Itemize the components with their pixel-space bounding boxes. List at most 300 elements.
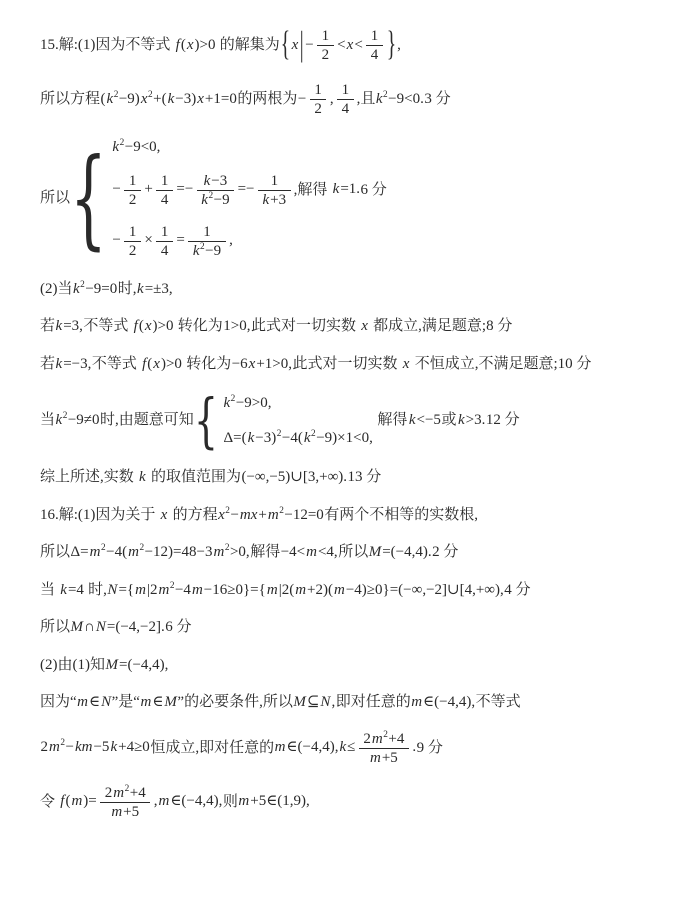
text-run: 此式对一切实数 bbox=[292, 355, 398, 372]
math-variable: x bbox=[197, 90, 204, 107]
math-run bbox=[112, 232, 121, 248]
text-run: 则 bbox=[222, 793, 238, 810]
math-operator: ∈ bbox=[152, 694, 164, 710]
text-run: 3 分 bbox=[424, 90, 451, 107]
math-operator: −4)≥0}=(−∞,−2]∪[4,+∞), bbox=[345, 581, 504, 598]
math-run bbox=[144, 232, 153, 248]
math-run bbox=[176, 181, 194, 197]
text-run: 的解集为 bbox=[219, 36, 280, 53]
math-run bbox=[55, 356, 92, 372]
math-operator: 2 bbox=[128, 191, 137, 208]
math-operator: −4< bbox=[280, 544, 306, 560]
big-delimiter: | bbox=[299, 26, 304, 64]
math-run bbox=[291, 37, 299, 53]
math-operator: >3. bbox=[465, 412, 486, 429]
math-run bbox=[293, 694, 336, 710]
math-operator: 1>0, bbox=[223, 318, 251, 334]
math-variable: m bbox=[371, 730, 383, 747]
math-operator: +( bbox=[153, 90, 167, 107]
numerator bbox=[310, 81, 327, 100]
math-operator: −9<0, bbox=[124, 139, 161, 155]
math-operator: − bbox=[65, 739, 74, 756]
math-variable: x bbox=[140, 90, 148, 107]
text-run: 的方程 bbox=[172, 506, 218, 523]
math-run bbox=[73, 281, 118, 297]
text-run: 的取值范围为 bbox=[150, 469, 241, 485]
math-run bbox=[329, 91, 334, 107]
math-variable: m bbox=[213, 544, 225, 560]
math-operator: 1 bbox=[314, 82, 322, 98]
math-operator: 2 bbox=[363, 730, 371, 747]
solution-line bbox=[40, 691, 657, 714]
text-run: 6 分 bbox=[165, 619, 192, 635]
math-variable: m bbox=[369, 749, 381, 766]
math-operator: −9<0. bbox=[388, 90, 424, 107]
math-operator: )>0 bbox=[194, 36, 220, 53]
solution-line bbox=[40, 386, 657, 455]
fraction bbox=[359, 730, 409, 767]
text-run: 所以方程 bbox=[40, 90, 101, 107]
solution-line bbox=[40, 504, 657, 527]
text-run: ”的必要条件,所以 bbox=[177, 694, 293, 710]
math-operator: ( bbox=[147, 355, 153, 372]
math-run bbox=[137, 281, 174, 297]
math-variable: k bbox=[375, 90, 383, 107]
math-operator: 1 bbox=[128, 223, 137, 240]
math-variable: f bbox=[60, 793, 65, 810]
math-variable: k bbox=[203, 172, 211, 189]
denominator bbox=[317, 46, 334, 64]
math-operator: −4( bbox=[281, 429, 303, 446]
math-run bbox=[55, 582, 88, 598]
math-variable: m bbox=[135, 581, 146, 598]
math-operator: ⊆ bbox=[306, 694, 320, 710]
fraction bbox=[310, 81, 327, 118]
math-variable: k bbox=[60, 581, 67, 598]
superscript: 2 bbox=[60, 738, 65, 749]
math-run bbox=[327, 181, 360, 197]
fraction bbox=[188, 223, 225, 260]
math-variable: f bbox=[133, 318, 138, 334]
math-run bbox=[107, 582, 504, 598]
superscript: 2 bbox=[80, 279, 85, 290]
denominator bbox=[124, 191, 141, 209]
math-run bbox=[55, 409, 100, 432]
math-operator: 2 bbox=[104, 784, 113, 801]
cases-block bbox=[70, 136, 387, 261]
math-operator: −12=0 bbox=[284, 506, 324, 523]
math-run bbox=[134, 469, 151, 485]
math-run bbox=[153, 793, 223, 809]
math-variable: k bbox=[262, 191, 270, 208]
math-variable: k bbox=[339, 739, 347, 756]
cases-left-brace-icon: { bbox=[193, 386, 218, 455]
math-operator: , bbox=[329, 90, 334, 107]
math-operator: <−5 bbox=[416, 412, 441, 429]
text-run: 有两个不相等的实数根, bbox=[324, 506, 479, 523]
math-operator: +4≥0 bbox=[118, 739, 150, 756]
math-run bbox=[223, 430, 373, 446]
numerator bbox=[124, 223, 141, 242]
math-variable: M bbox=[105, 656, 118, 673]
text-run: 即对任意的 bbox=[335, 694, 411, 710]
cases-block bbox=[193, 386, 374, 455]
numerator bbox=[337, 81, 354, 100]
math-operator: − bbox=[230, 506, 239, 523]
text-run: 当 bbox=[40, 581, 56, 598]
math-operator: 1 bbox=[128, 172, 137, 189]
math-operator: −16≥0}={ bbox=[203, 581, 266, 598]
text-run: 6 分 bbox=[360, 181, 387, 198]
math-operator: 4 bbox=[370, 47, 379, 63]
math-operator: =4 bbox=[67, 581, 88, 598]
text-run: 所以 bbox=[338, 544, 369, 560]
math-run bbox=[305, 37, 314, 53]
text-run: 不恒成立,不满足题意;10 分 bbox=[414, 355, 592, 372]
math-variable: x bbox=[186, 36, 194, 53]
math-operator: −4( bbox=[106, 544, 128, 560]
math-operator: ∩ bbox=[84, 619, 95, 635]
text-run: (2)由(1)知 bbox=[40, 656, 105, 673]
math-operator: ∈ bbox=[89, 694, 101, 710]
math-operator: < bbox=[354, 36, 363, 53]
math-variable: m bbox=[333, 581, 345, 598]
solution-line bbox=[40, 466, 657, 489]
math-variable: m bbox=[111, 803, 123, 820]
text-run: 都成立,满足题意;8 分 bbox=[373, 318, 513, 334]
math-variable: x bbox=[291, 36, 299, 53]
math-variable: mx bbox=[239, 506, 258, 523]
math-operator: < bbox=[337, 36, 346, 53]
big-delimiter: { bbox=[280, 26, 291, 64]
text-run: 12 分 bbox=[485, 412, 520, 429]
math-run bbox=[274, 739, 356, 755]
text-run: 转化为 bbox=[186, 355, 232, 372]
math-variable: N bbox=[95, 619, 106, 635]
math-variable: x bbox=[346, 36, 354, 53]
math-operator: −3 bbox=[211, 172, 228, 189]
solution-line bbox=[40, 654, 657, 677]
math-operator: = bbox=[176, 232, 185, 249]
math-operator: 2 bbox=[321, 47, 330, 63]
math-operator: +5∈(1,9), bbox=[250, 793, 310, 810]
denominator bbox=[100, 803, 150, 821]
text-run: 时, bbox=[88, 581, 107, 598]
cases-row bbox=[223, 427, 373, 450]
text-run: 综上所述,实数 bbox=[40, 469, 134, 485]
math-run bbox=[456, 409, 485, 432]
math-variable: k bbox=[201, 191, 208, 208]
text-run: 所以 bbox=[40, 190, 71, 206]
math-variable: k bbox=[223, 395, 231, 411]
math-run bbox=[337, 37, 364, 53]
math-variable: x bbox=[361, 318, 368, 334]
cases-row bbox=[112, 171, 387, 210]
math-operator: =− bbox=[237, 181, 255, 198]
fraction bbox=[337, 81, 354, 118]
math-operator: +5 bbox=[123, 803, 140, 820]
math-run bbox=[155, 507, 172, 523]
math-variable: f bbox=[142, 355, 147, 372]
math-operator: −9 bbox=[205, 242, 222, 259]
fraction bbox=[366, 27, 383, 64]
math-run bbox=[70, 544, 250, 560]
math-operator: − bbox=[112, 232, 121, 249]
math-operator: ( bbox=[100, 90, 106, 107]
math-operator: 2 bbox=[128, 242, 137, 259]
text-run: 转化为 bbox=[177, 318, 223, 334]
fraction bbox=[156, 223, 173, 260]
denominator bbox=[337, 100, 354, 118]
text-run: 或 bbox=[441, 412, 457, 429]
math-operator: −6 bbox=[231, 355, 248, 372]
superscript: 2 bbox=[276, 428, 282, 439]
math-variable: M bbox=[368, 544, 382, 560]
math-operator: |2( bbox=[278, 581, 295, 598]
math-variable: k bbox=[55, 355, 63, 372]
math-operator: ∈(−4,4), bbox=[423, 694, 476, 710]
math-operator: +1=0 bbox=[204, 90, 237, 107]
math-run bbox=[223, 318, 251, 334]
text-run: 4 分 bbox=[504, 581, 531, 598]
math-run bbox=[237, 181, 255, 197]
math-operator: ∈(−4,4), bbox=[170, 793, 223, 810]
superscript: 2 bbox=[383, 729, 388, 740]
solution-line bbox=[40, 134, 657, 263]
numerator bbox=[156, 172, 173, 191]
text-run: , bbox=[397, 36, 401, 53]
math-operator: − bbox=[305, 36, 314, 53]
math-operator: =(−4,4). bbox=[382, 544, 432, 560]
math-run bbox=[40, 739, 150, 755]
math-run bbox=[356, 318, 373, 334]
math-run bbox=[55, 793, 97, 809]
math-operator: +1>0, bbox=[256, 355, 293, 372]
math-operator: Δ= bbox=[70, 544, 89, 560]
text-run: ,且 bbox=[356, 90, 376, 107]
math-variable: k bbox=[167, 90, 175, 107]
math-operator: 1 bbox=[160, 223, 169, 240]
denominator bbox=[124, 242, 141, 260]
math-operator: −3) bbox=[175, 90, 197, 107]
math-operator: =−3, bbox=[63, 355, 92, 372]
numerator bbox=[197, 172, 234, 191]
math-operator: +4 bbox=[388, 730, 405, 747]
math-operator: ={ bbox=[118, 581, 135, 598]
text-run: 若 bbox=[40, 318, 56, 334]
math-operator: |2 bbox=[146, 581, 158, 598]
text-run: 2 分 bbox=[432, 544, 459, 560]
math-run bbox=[238, 793, 310, 809]
math-variable: x bbox=[144, 318, 152, 334]
math-operator: =(−4,−2]. bbox=[106, 619, 165, 635]
math-variable: m bbox=[238, 793, 250, 810]
math-operator: =− bbox=[176, 181, 194, 198]
math-operator: =3, bbox=[63, 318, 83, 334]
math-variable: km bbox=[74, 739, 93, 756]
math-variable: m bbox=[295, 581, 307, 598]
math-run bbox=[375, 91, 424, 107]
math-operator: −4 bbox=[174, 581, 191, 598]
math-run bbox=[241, 469, 348, 485]
denominator bbox=[156, 191, 173, 209]
math-variable: M bbox=[70, 619, 84, 635]
math-variable: N bbox=[107, 581, 118, 598]
text-run: 因为“ bbox=[40, 694, 77, 710]
math-run bbox=[105, 657, 169, 673]
fraction bbox=[100, 784, 150, 821]
math-variable: k bbox=[332, 181, 340, 198]
math-run bbox=[231, 356, 292, 372]
denominator bbox=[197, 191, 234, 209]
solution-line bbox=[40, 783, 657, 822]
text-run: 令 bbox=[40, 793, 56, 810]
solution-line bbox=[40, 26, 657, 65]
text-run: 时, bbox=[117, 280, 137, 297]
math-variable: x bbox=[248, 355, 256, 372]
math-variable: M bbox=[293, 694, 306, 710]
math-run bbox=[112, 181, 121, 197]
superscript: 2 bbox=[119, 138, 125, 148]
math-operator: Δ=( bbox=[223, 429, 247, 446]
math-run bbox=[407, 409, 441, 432]
math-operator: . bbox=[412, 739, 417, 756]
math-variable: k bbox=[303, 429, 311, 446]
math-variable: k bbox=[110, 739, 118, 756]
math-variable: x bbox=[160, 506, 168, 523]
fraction bbox=[197, 172, 234, 209]
text-run: ”是“ bbox=[111, 694, 140, 710]
math-variable: N bbox=[101, 694, 112, 710]
math-variable: k bbox=[247, 429, 255, 446]
fraction bbox=[156, 172, 173, 209]
math-operator: =±3, bbox=[144, 280, 173, 297]
math-variable: m bbox=[113, 784, 125, 801]
text-run: 不等式 bbox=[83, 318, 129, 334]
cases-row bbox=[223, 392, 272, 415]
fraction bbox=[317, 27, 334, 64]
denominator bbox=[188, 242, 225, 260]
math-operator: + bbox=[258, 506, 267, 523]
cases-row bbox=[112, 136, 161, 159]
text-run: 此式对一切实数 bbox=[250, 318, 356, 334]
text-run: 若 bbox=[40, 355, 56, 372]
math-operator: ( bbox=[65, 793, 71, 810]
solution-line bbox=[40, 541, 657, 564]
math-operator: +5 bbox=[381, 749, 398, 766]
math-run bbox=[411, 694, 476, 710]
math-operator: −9>0, bbox=[235, 395, 272, 411]
superscript: 2 bbox=[124, 783, 130, 794]
math-run bbox=[218, 507, 325, 523]
math-run bbox=[368, 544, 432, 560]
cases-row bbox=[112, 222, 233, 261]
math-variable: m bbox=[128, 544, 139, 560]
math-operator bbox=[137, 356, 142, 372]
math-variable: k bbox=[457, 412, 465, 429]
math-variable: N bbox=[320, 694, 331, 710]
superscript: 2 bbox=[169, 580, 175, 591]
numerator bbox=[317, 27, 334, 46]
math-variable: k bbox=[55, 412, 63, 429]
math-variable: m bbox=[266, 581, 278, 598]
math-variable: k bbox=[73, 280, 80, 297]
math-variable: x bbox=[153, 355, 160, 372]
math-operator: × bbox=[144, 232, 153, 249]
math-operator: +4 bbox=[129, 784, 146, 801]
math-run bbox=[398, 356, 415, 372]
text-run: 16.解:(1)因为关于 bbox=[40, 506, 156, 523]
text-run: 15.解:(1)因为不等式 bbox=[40, 36, 171, 53]
math-operator: 1 bbox=[370, 28, 379, 44]
math-operator: 4 bbox=[160, 242, 169, 259]
superscript: 2 bbox=[113, 89, 119, 100]
superscript: 2 bbox=[147, 89, 153, 100]
math-operator: , bbox=[331, 694, 336, 710]
numerator bbox=[359, 730, 409, 749]
fraction bbox=[258, 172, 291, 209]
math-run bbox=[77, 694, 112, 710]
fraction bbox=[124, 172, 141, 209]
math-variable: m bbox=[71, 793, 83, 810]
fraction bbox=[124, 223, 141, 260]
math-operator: , bbox=[153, 793, 158, 810]
text-run: 所以 bbox=[40, 544, 71, 560]
math-operator: − bbox=[112, 181, 121, 198]
math-operator: 1 bbox=[341, 82, 350, 98]
math-variable: m bbox=[191, 581, 203, 598]
math-operator bbox=[134, 469, 139, 485]
math-variable: k bbox=[112, 139, 120, 155]
math-variable: k bbox=[139, 469, 146, 485]
text-run: 恒成立,即对任意的 bbox=[150, 739, 275, 756]
solution-line bbox=[40, 315, 657, 338]
math-operator: )>0 bbox=[160, 355, 186, 372]
math-variable: x bbox=[402, 355, 410, 372]
math-operator: <4, bbox=[317, 544, 338, 560]
math-run bbox=[70, 619, 165, 635]
math-run bbox=[170, 37, 219, 53]
math-variable: k bbox=[408, 412, 416, 429]
math-variable: m bbox=[306, 544, 317, 560]
math-variable: m bbox=[77, 694, 89, 710]
superscript: 2 bbox=[224, 543, 230, 553]
math-run bbox=[297, 91, 306, 107]
text-run: ,解得 bbox=[293, 181, 328, 198]
numerator bbox=[188, 223, 225, 242]
solution-line bbox=[40, 80, 657, 119]
text-run: 不等式 bbox=[475, 694, 521, 710]
math-operator: >0, bbox=[229, 544, 250, 560]
math-variable: k bbox=[106, 90, 114, 107]
solution-line bbox=[40, 278, 657, 301]
math-operator: − bbox=[297, 90, 307, 107]
math-variable: M bbox=[164, 694, 177, 710]
denominator bbox=[310, 100, 327, 118]
math-variable: m bbox=[49, 739, 60, 756]
math-operator: −9)×1<0, bbox=[316, 429, 373, 446]
math-operator: 1 bbox=[321, 28, 330, 44]
math-run bbox=[128, 318, 177, 334]
text-run: 所以 bbox=[40, 619, 71, 635]
math-operator: =(−4,4), bbox=[118, 656, 169, 673]
superscript: 2 bbox=[62, 411, 68, 422]
math-operator: −5 bbox=[93, 739, 110, 756]
superscript: 2 bbox=[139, 543, 145, 553]
math-variable: m bbox=[89, 544, 101, 560]
text-run: 时,由题意可知 bbox=[100, 412, 194, 429]
text-run: 解得 bbox=[377, 412, 408, 429]
